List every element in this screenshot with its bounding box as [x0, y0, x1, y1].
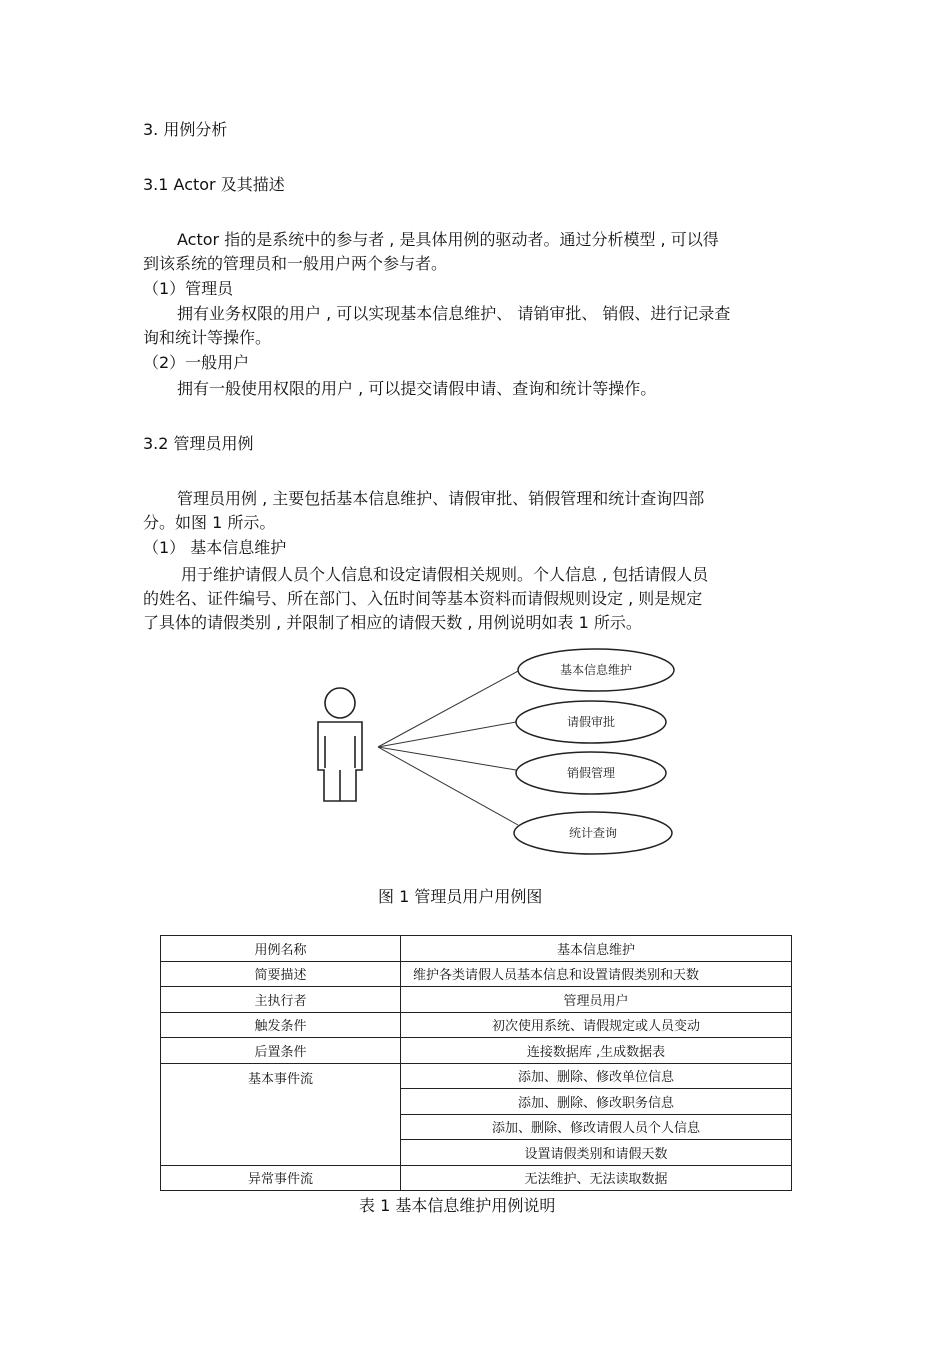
table-key-cell: 异常事件流 [161, 1165, 401, 1191]
table-value-cell: 添加、删除、修改职务信息 [401, 1089, 792, 1115]
paragraph-line: 了具体的请假类别 , 并限制了相应的请假天数 , 用例说明如表 1 所示。 [143, 613, 642, 632]
table-row [161, 936, 792, 962]
table-value-cell: 维护各类请假人员基本信息和设置请假类别和天数 [401, 961, 792, 987]
table-row [161, 1012, 792, 1038]
table-value-cell: 设置请假类别和请假天数 [401, 1140, 792, 1166]
paragraph-line: 管理员用例 , 主要包括基本信息维护、请假审批、销假管理和统计查询四部 [177, 489, 705, 508]
paragraph-line: Actor 指的是系统中的参与者 , 是具体用例的驱动者。通过分析模型 , 可以得 [177, 230, 719, 249]
table-value-cell: 无法维护、无法读取数据 [401, 1165, 792, 1191]
table-key-cell: 用例名称 [161, 936, 401, 962]
use-case-label: 基本信息维护 [559, 663, 633, 677]
paragraph-line: 到该系统的管理员和一般用户两个参与者。 [143, 254, 448, 273]
association-line [378, 722, 516, 747]
table-row [161, 1165, 792, 1191]
item1-description [143, 563, 708, 635]
association-line [378, 670, 520, 747]
use-case-diagram [300, 640, 690, 865]
actor-figure [318, 688, 362, 801]
table-key-cell: 基本事件流 [161, 1063, 401, 1165]
figure-caption: 图 1 管理员用户用例图 [378, 887, 543, 906]
section-heading-3: 3. 用例分析 [143, 120, 228, 139]
paragraph-line: 分。如图 1 所示。 [143, 513, 276, 532]
table-row [161, 1038, 792, 1064]
table-value-cell: 管理员用户 [401, 987, 792, 1013]
use-case-label: 销假管理 [566, 766, 616, 780]
table-value-cell: 添加、删除、修改单位信息 [401, 1063, 792, 1089]
table-key-cell: 触发条件 [161, 1012, 401, 1038]
table-caption: 表 1 基本信息维护用例说明 [359, 1196, 556, 1215]
admin-usecase-intro [143, 487, 704, 535]
use-case-table [160, 935, 792, 1191]
table-key-cell: 简要描述 [161, 961, 401, 987]
actor-head [325, 688, 355, 718]
section-heading-3-1: 3.1 Actor 及其描述 [143, 175, 285, 194]
item1-label: （1） 基本信息维护 [143, 538, 287, 557]
table-key-cell: 主执行者 [161, 987, 401, 1013]
table-value-cell: 连接数据库 ,生成数据表 [401, 1038, 792, 1064]
user-description: 拥有一般使用权限的用户 , 可以提交请假申请、查询和统计等操作。 [177, 379, 657, 398]
admin-label: （1）管理员 [143, 279, 234, 298]
table-key-cell: 后置条件 [161, 1038, 401, 1064]
use-case-label: 请假审批 [566, 715, 616, 729]
paragraph-line: 的姓名、证件编号、所在部门、入伍时间等基本资料而请假规则设定 , 则是规定 [143, 589, 703, 608]
actor-intro-paragraph [143, 228, 719, 276]
use-case-label: 统计查询 [568, 826, 618, 840]
table-value-cell: 基本信息维护 [401, 936, 792, 962]
section-heading-3-2: 3.2 管理员用例 [143, 434, 254, 453]
table-row [161, 987, 792, 1013]
paragraph-line: 拥有业务权限的用户 , 可以实现基本信息维护、 请销审批、 销假、进行记录查 [177, 304, 731, 323]
table-row [161, 961, 792, 987]
paragraph-line: 询和统计等操作。 [143, 328, 272, 347]
paragraph-line: 用于维护请假人员个人信息和设定请假相关规则。个人信息 , 包括请假人员 [181, 565, 709, 584]
admin-description [143, 302, 730, 350]
user-label: （2）一般用户 [143, 353, 250, 372]
table-value-cell: 初次使用系统、请假规定或人员变动 [401, 1012, 792, 1038]
table-value-cell: 添加、删除、修改请假人员个人信息 [401, 1114, 792, 1140]
table-row [161, 1063, 792, 1089]
